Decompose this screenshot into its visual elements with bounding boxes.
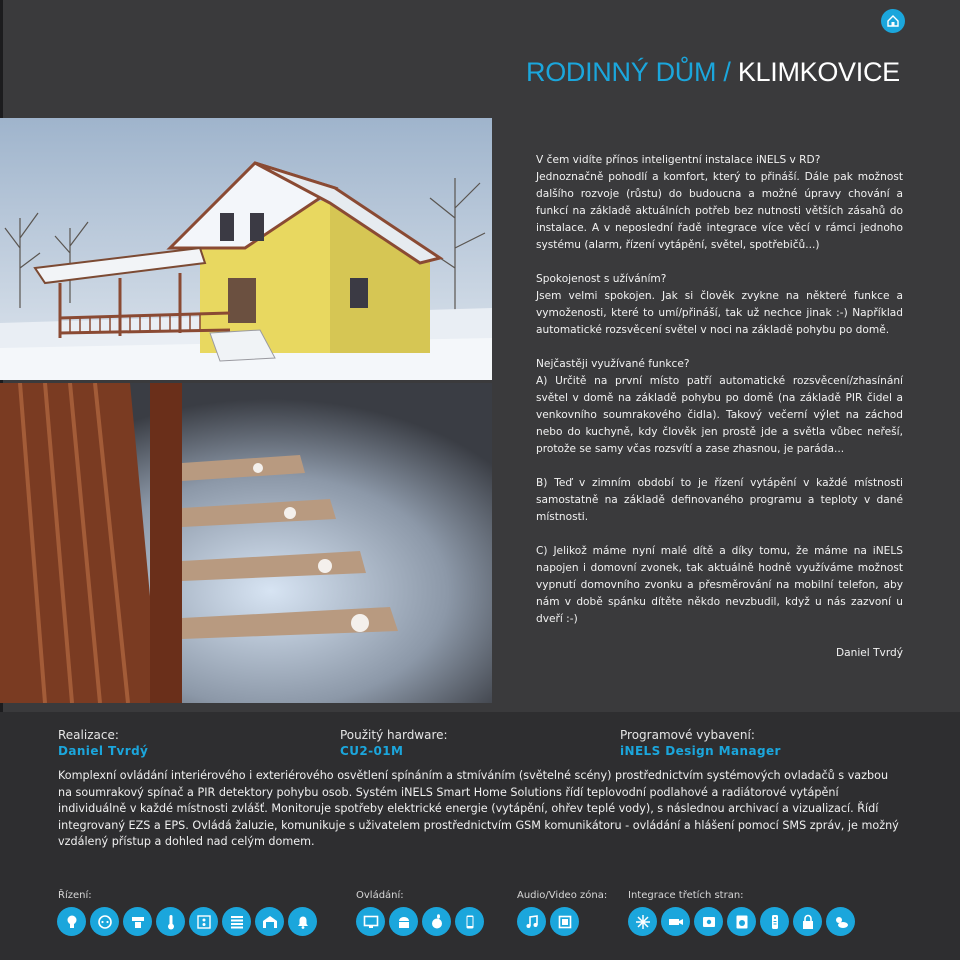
audio-label: Audio/Video zóna: — [517, 890, 608, 901]
credit-program — [620, 727, 781, 759]
washing-machine-icon — [727, 907, 756, 936]
lock-icon — [793, 907, 822, 936]
hardware-value: CU2-01M — [340, 744, 404, 758]
article-paragraph: Spokojenost s užíváním? — [536, 273, 667, 285]
lightbulb-icon — [57, 907, 86, 936]
intercom-icon — [694, 907, 723, 936]
remote-control-icon — [760, 907, 789, 936]
weather-icon — [826, 907, 855, 936]
paragraph-gap — [536, 339, 903, 356]
home-icon — [881, 9, 905, 33]
interview-text — [536, 152, 903, 662]
credit-hardware — [340, 727, 448, 759]
article-paragraph: B) Teď v zimním období to je řízení vytápění v každé místnosti samostatně na základě definovaného programu a teploty v dané místnosti. — [536, 477, 903, 523]
title-part1: RODINNÝ DŮM / — [526, 57, 738, 87]
article-paragraph: A) Určitě na první místo patří automatické rozsvěcení/zhasínání světel v domě na základě pohybu po domě (na základě PIR čidel a venkovního soumrakového čidla). Takový večerní výlet na záchod nebo do kuchyně, kdy člověk jen prostě jde a světla vůbec neřeší, protože se samy včas rozsvítí a zase zhasnou, je paráda... — [536, 375, 903, 455]
article-paragraph: Nejčastěji využívané funkce? — [536, 358, 690, 370]
article-paragraph: V čem vidíte přínos inteligentní instalace iNELS v RD? — [536, 154, 821, 166]
paragraph-gap — [536, 526, 903, 543]
camera-icon — [661, 907, 690, 936]
page-title — [526, 57, 900, 88]
hardware-label: Použitý hardware: — [340, 728, 448, 742]
video-icon — [550, 907, 579, 936]
paragraph-gap — [536, 254, 903, 271]
socket-icon — [90, 907, 119, 936]
program-label: Programové vybavení: — [620, 728, 755, 742]
house-photo — [0, 118, 492, 380]
article-paragraph: Jednoznačně pohodlí a komfort, který to přináší. Dále pak možnost dalšího rozvoje (růstu) do budoucna a možné úpravy chování a funkcí na základě aktuálních potřeb bez nutnosti větších zásahů do instalace. A v neposlední řadě integrace více věcí v rámci jednoho systému (alarm, řízení vytápění, světel, spotřebičů...) — [536, 171, 903, 251]
android-icon — [389, 907, 418, 936]
article-paragraph: Jsem velmi spokojen. Jak si člověk zvykne na některé funkce a vymoženosti, které to umí/přináší, tak už nechce jinak :-) Například automatické rozsvěcení světel v noci na základě pohybu po domě. — [536, 290, 903, 336]
garage-icon — [255, 907, 284, 936]
stairs-photo — [0, 383, 492, 703]
credit-realizace — [58, 727, 148, 759]
sensors-icon — [189, 907, 218, 936]
thermometer-icon — [156, 907, 185, 936]
blinds-icon — [222, 907, 251, 936]
monitor-icon — [356, 907, 385, 936]
rizeni-label: Řízení: — [58, 890, 92, 901]
integrace-label: Integrace třetích stran: — [628, 890, 744, 901]
alarm-bell-icon — [288, 907, 317, 936]
smartphone-icon — [455, 907, 484, 936]
paragraph-gap — [536, 628, 903, 645]
rizeni-icons — [57, 907, 317, 936]
program-value: iNELS Design Manager — [620, 744, 781, 758]
apple-icon — [422, 907, 451, 936]
article-paragraph: C) Jelikož máme nyní malé dítě a díky tomu, že máme na iNELS napojen i domovní zvonek, tak aktuálně hodně využíváme možnost vypnutí domovního zvonku a přesměrování na mobilní telefon, aby nám v době spánku dítěte někdo nevzbudil, když u nás zazvoní u dveří :-) — [536, 545, 903, 625]
audio-icons — [517, 907, 579, 936]
appliance-icon — [123, 907, 152, 936]
realizace-label: Realizace: — [58, 728, 119, 742]
ovladani-label: Ovládání: — [356, 890, 404, 901]
title-part2: KLIMKOVICE — [737, 57, 900, 87]
ovladani-icons — [356, 907, 484, 936]
realizace-value: Daniel Tvrdý — [58, 744, 149, 758]
integrace-icons — [628, 907, 855, 936]
music-icon — [517, 907, 546, 936]
author-signature: Daniel Tvrdý — [835, 647, 903, 659]
paragraph-gap — [536, 458, 903, 475]
air-conditioning-icon — [628, 907, 657, 936]
project-description: Komplexní ovládání interiérového i exteriérového osvětlení spínáním a stmíváním (světelné scény) prostřednictvím systémových ovladačů s vazbou na soumrakový spínač a PIR detektory pohybu osob. Systém iNELS Smart Home Solutions řídí teplovodní podlahové a radiátorové vytápění individuálně v každé místnosti zvlášť. Monitoruje spotřeby elektrické energie (vytápění, ohřev teplé vody), s následnou archivací a vizualizací. Řídí integrovaný EZS a EPS. Ovládá žaluzie, komunikuje s uživatelem prostřednictvím GSM komunikátoru - ovládání a hlášení pomocí SMS zpráv, je možný vzdálený přístup a dohled nad celým domem. — [58, 769, 899, 848]
